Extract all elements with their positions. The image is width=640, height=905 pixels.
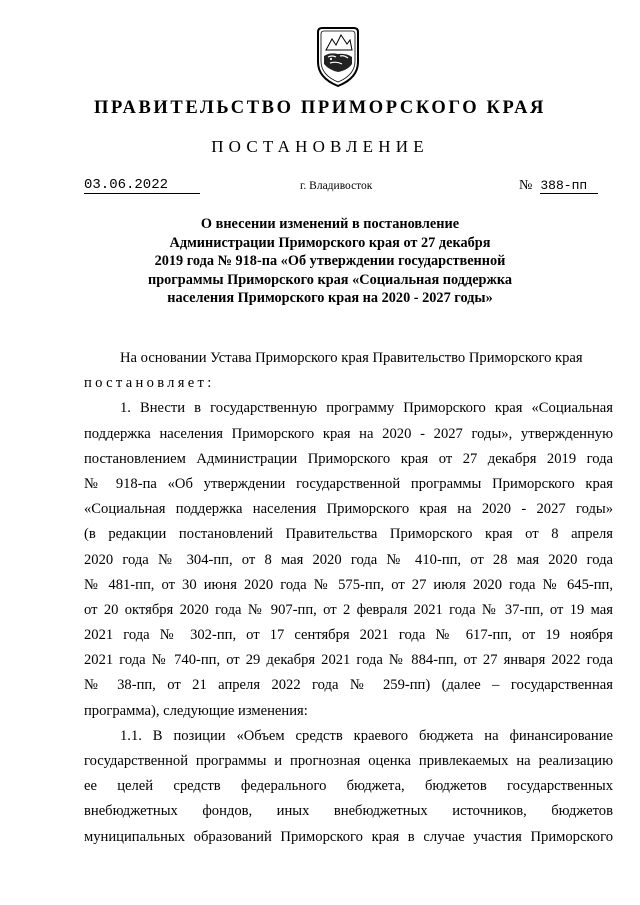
government-name: ПРАВИТЕЛЬСТВО ПРИМОРСКОГО КРАЯ [93,98,546,118]
document-city: г. Владивосток [300,180,373,192]
number-value: 388-пп [540,178,598,194]
document-body [84,346,613,850]
body-line: № 918-па «Об утверждении государственной программы Приморского края [84,475,613,492]
document-type: ПОСТАНОВЛЕНИЕ [211,137,429,156]
subject-line: программы Приморского края «Социальная поддержка [147,271,513,288]
body-line: (в редакции постановлений Правительства Приморского края от 8 апреля [84,526,613,543]
subject-line: Администрации Приморского края от 27 декабря [169,234,491,251]
body-line: программа), следующие изменения: [84,702,308,719]
body-line: государственной программы и прогнозная оценка привлекаемых на реализацию [84,753,613,769]
body-line: муниципальных образований Приморского края в случае участия Приморского [84,828,613,845]
document-date: 03.06.2022 [84,177,200,194]
body-line: постановляет: [84,375,215,392]
number-sign: № [519,178,533,193]
body-line: ее целей средств федерального бюджета, бюджетов государственных [84,778,613,795]
subject-line: О внесении изменений в постановление [200,216,460,232]
body-line: от 20 октября 2020 года № 907-пп, от 2 февраля 2021 года № 37-пп, от 19 мая [84,601,613,618]
body-line: «Социальная поддержка населения Приморского края на 2020 - 2027 годы» [84,501,613,518]
document-number [519,177,598,194]
coat-of-arms-icon [312,26,364,88]
body-line: поддержка населения Приморского края на 2020 - 2027 годы», утвержденную [84,425,613,442]
body-line: № 38-пп, от 21 апреля 2022 года № 259-пп) (далее – государственная [84,677,613,694]
body-line: 2021 года № 740-пп, от 29 декабря 2021 года № 884-пп, от 27 января 2022 года [84,652,613,669]
subject-line: населения Приморского края на 2020 - 2027 годы» [167,290,493,306]
body-line: 1.1. В позиции «Объем средств краевого бюджета на финансирование [120,727,613,744]
body-line: № 481-пп, от 30 июня 2020 года № 575-пп, от 27 июля 2020 года № 645-пп, [84,576,613,593]
subject-line: 2019 года № 918-па «Об утверждении государственной [154,253,506,269]
body-line: 2021 года № 302-пп, от 17 сентября 2021 года № 617-пп, от 19 ноября [84,627,613,644]
body-line: внебюджетных фондов, иных внебюджетных источников, бюджетов [84,803,613,820]
body-line: 2020 года № 304-пп, от 8 мая 2020 года № 410-пп, от 28 мая 2020 года [84,551,613,568]
document-subject [120,215,540,308]
body-line: постановлением Администрации Приморского края от 27 декабря 2019 года [84,450,613,467]
body-line: На основании Устава Приморского края Правительство Приморского края [120,350,583,366]
body-line: 1. Внести в государственную программу Приморского края «Социальная [120,400,613,417]
